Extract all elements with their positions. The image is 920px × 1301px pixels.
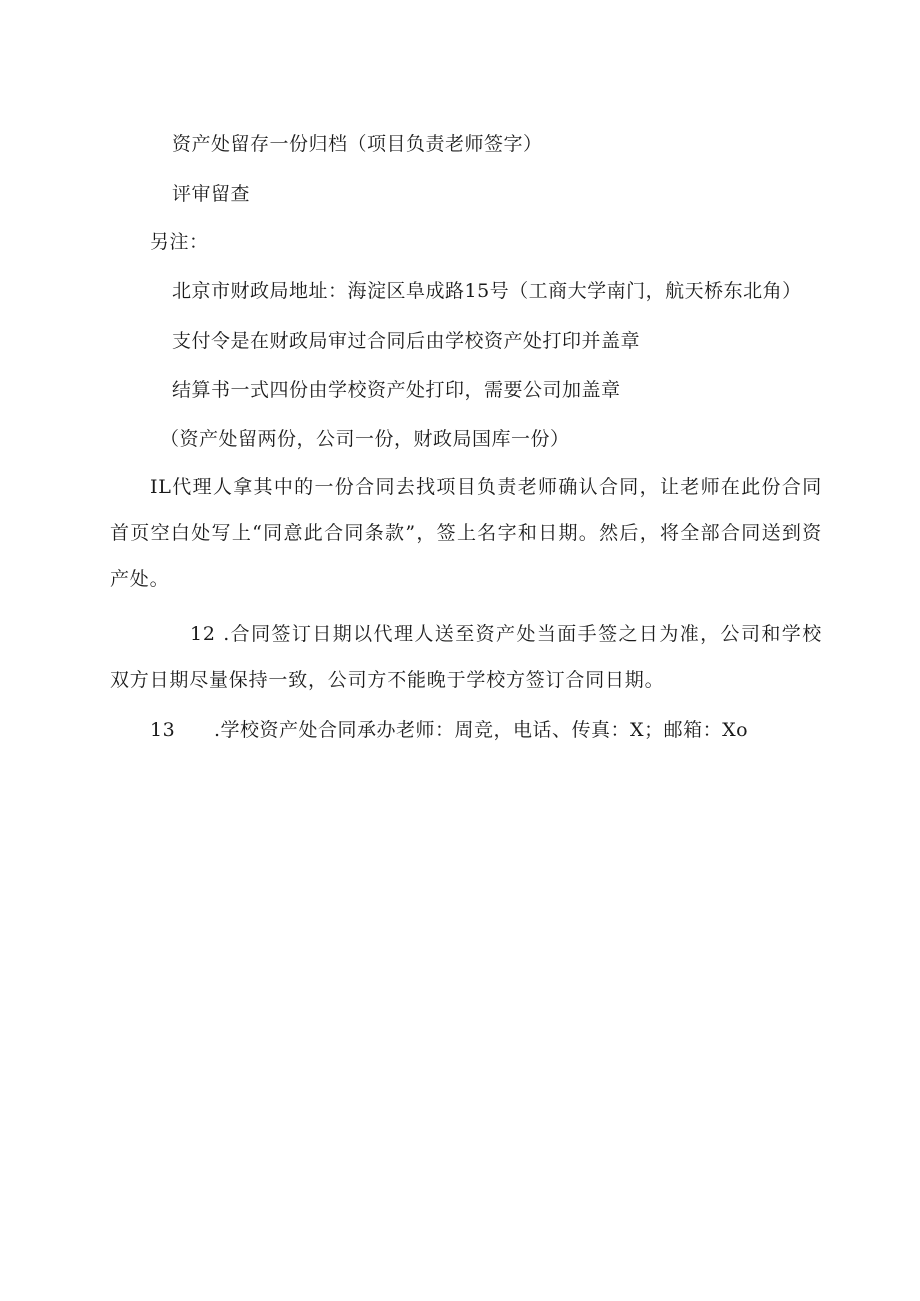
item-12-paragraph [110, 611, 822, 703]
item-13-text: .学校资产处合同承办老师：周竞，电话、传真：X；邮箱：Xo [214, 719, 749, 741]
item-13 [150, 716, 748, 744]
item-11-paragraph: IL代理人拿其中的一份合同去找项目负责老师确认合同，让老师在此份合同首页空白处写上“同意此合同条款”，签上名字和日期。然后，将全部合同送到资产处。 [110, 476, 822, 590]
archive-line: 资产处留存一份归档（项目负责老师签字） [172, 133, 543, 155]
note-label: 另注： [150, 231, 209, 253]
settlement-line: 结算书一式四份由学校资产处打印，需要公司加盖章 [172, 379, 621, 401]
payment-order-line: 支付令是在财政局审过合同后由学校资产处打印并盖章 [172, 330, 641, 352]
distribution-line: （资产处留两份，公司一份，财政局国库一份） [160, 428, 570, 450]
item-12-number: 12 [190, 623, 216, 645]
address-line: 北京市财政局地址：海淀区阜成路15号（工商大学南门，航天桥东北角） [172, 280, 802, 302]
item-12-text: .合同签订日期以代理人送至资产处当面手签之日为准，公司和学校双方日期尽量保持一致，公司方不能晚于学校方签订合同日期。 [110, 623, 822, 691]
review-line: 评审留查 [172, 183, 251, 205]
item-13-number: 13 [150, 719, 176, 741]
